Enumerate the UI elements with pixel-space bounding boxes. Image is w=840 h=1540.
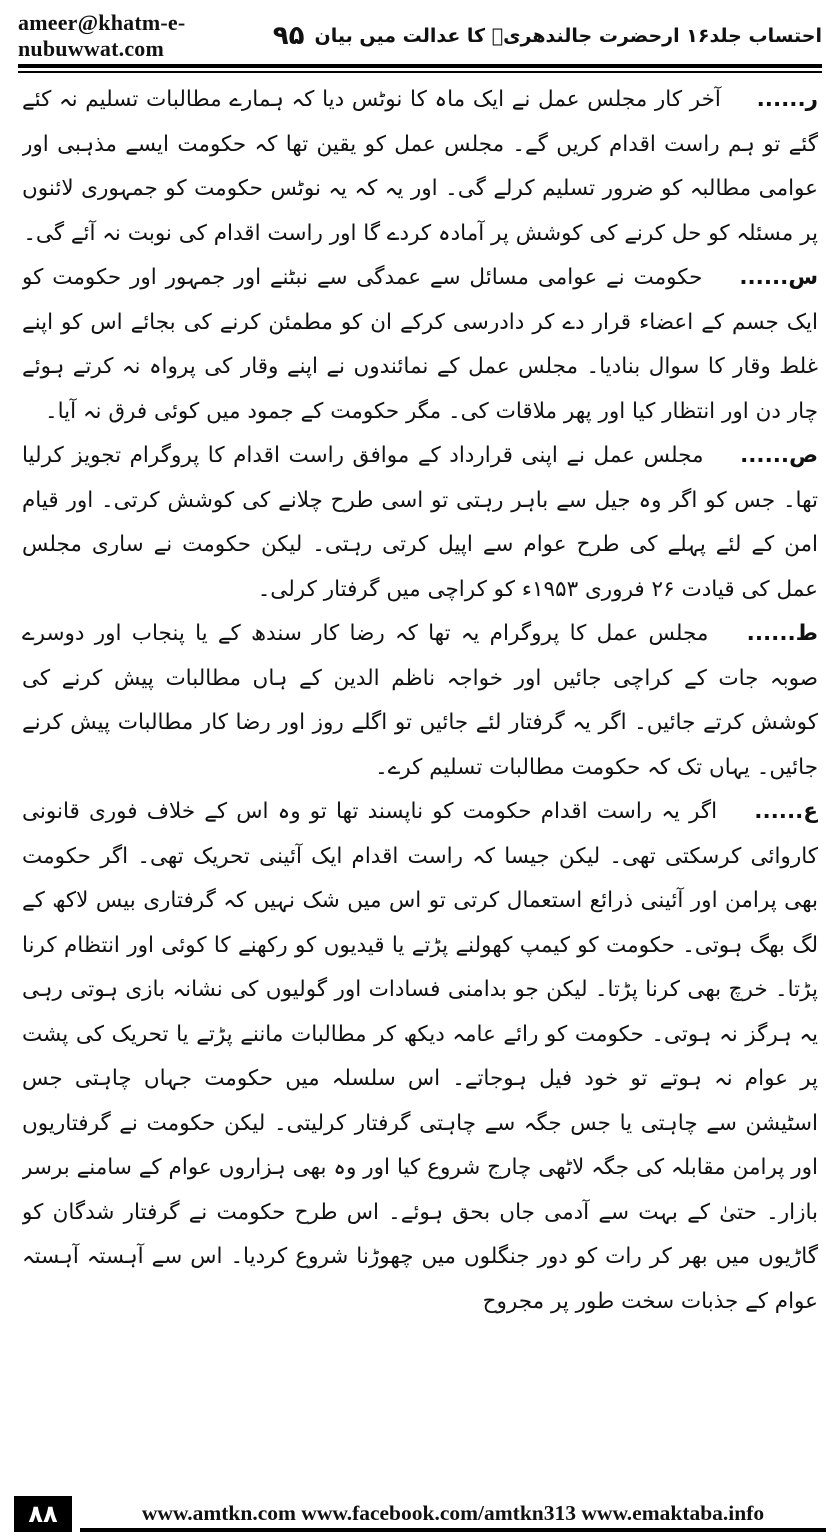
paragraph-marker: ص...... xyxy=(740,443,818,468)
page-header xyxy=(18,10,822,61)
paragraph-ain xyxy=(22,790,818,1324)
paragraph-s xyxy=(22,256,818,434)
paragraph-text: مجلس عمل نے اپنی قرارداد کے موافق راست اقدام کا پروگرام تجویز کرلیا تھا۔ جس کو اگر وہ جیل سے باہر رہتی تو اسی طرح چلانے کی کوشش کرتی۔ اور قیام امن کے لئے پہلے کی طرح عوام سے اپیل کرتی رہتی۔ لیکن حکومت نے ساری مجلس عمل کی قیادت ۲۶ فروری ۱۹۵۳ء کو کراچی میں گرفتار کرلی۔ xyxy=(22,443,818,602)
header-rule-thin xyxy=(18,71,822,73)
paragraph-text: مجلس عمل کا پروگرام یہ تھا کہ رضا کار سندھ کے یا پنجاب اور دوسرے صوبہ جات کے کراچی جائیں اور خواجہ ناظم الدین کے ہاں مطالبات پیش کرنے کی کوشش کرتے جائیں۔ اگر یہ گرفتار لئے جائیں تو اگلے روز اور رضا کار مطالبات پیش کرنے جائیں۔ یہاں تک کہ حکومت مطالبات تسلیم کرے۔ xyxy=(22,621,818,780)
footer-links-text[interactable]: www.amtkn.com www.facebook.com/amtkn313 www.emaktaba.info xyxy=(141,1501,765,1525)
header-email[interactable]: ameer@khatm-e-nubuwwat.com xyxy=(18,10,186,61)
paragraph-text: حکومت نے عوامی مسائل سے عمدگی سے نبٹنے اور جمہور اور حکومت کو ایک جسم کے اعضاء قرار دے کر دادرسی کرکے ان کو مطمئن کرنے کی بجائے اس کو اپنے غلط وقار کا سوال بنادیا۔ مجلس عمل کے نمائندوں نے اپنے وقار کی پرواہ نہ کرتے ہوئے چار دن اور انتظار کیا اور پھر ملاقات کی۔ مگر حکومت کے جمود میں کوئی فرق نہ آیا۔ xyxy=(22,265,818,424)
footer-rule xyxy=(80,1528,826,1532)
paragraph-text: اگر یہ راست اقدام حکومت کو ناپسند تھا تو وہ اس کے خلاف فوری قانونی کاروائی کرسکتی تھی۔ لیکن جیسا کہ راست اقدام ایک آئینی تحریک تھی۔ اگر حکومت بھی پرامن اور آئینی ذرائع استعمال کرتی تو اس میں شک نہیں کہ گرفتاری بیس لاکھ کے لگ بھگ ہوتی۔ حکومت کو کیمپ کھولنے پڑتے یا قیدیوں کو رکھنے کا کوئی اور انتظام کرنا پڑتا۔ خرچ بھی کرنا پڑتا۔ لیکن جو بدامنی فسادات اور گولیوں کی نشانہ بازی ہوتی رہی یہ ہرگز نہ ہوتی۔ حکومت کو رائے عامہ دیکھ کر مطالبات ماننے پڑتے یا تحریک کی پشت پر عوام نہ ہوتے تو خود فیل ہوجاتے۔ اس سلسلہ میں حکومت جہاں چاہتی جس اسٹیشن سے چاہتی یا جس جگہ سے چاہتی گرفتار کرلیتی۔ لیکن حکومت نے گرفتاریوں اور پرامن مقابلہ کی جگہ لاٹھی چارج شروع کیا اور وہ بھی ہزاروں عوام کے سامنے برسر بازار۔ حتیٰ کے بہت سے آدمی جاں بحق ہوئے۔ اس طرح حکومت نے گرفتار شدگان کو گاڑیوں میں بھر کر رات کو دور جنگلوں میں چھوڑنا شروع کردیا۔ اس سے آہستہ آہستہ عوام کے جذبات سخت طور پر مجروح xyxy=(22,799,818,1314)
header-left xyxy=(18,10,315,62)
paragraph-marker: ع...... xyxy=(754,799,818,824)
header-rule-thick xyxy=(18,64,822,68)
paragraph-sad xyxy=(22,434,818,612)
page-footer xyxy=(14,1496,826,1532)
paragraph-toe xyxy=(22,612,818,790)
footer-links xyxy=(80,1496,826,1532)
paragraph-marker: ط...... xyxy=(746,621,818,646)
footer-page-number: ۸۸ xyxy=(14,1496,72,1532)
paragraph-marker: ر...... xyxy=(756,87,818,112)
header-page-number: ۹۵ xyxy=(272,21,305,51)
page-body xyxy=(22,78,818,1418)
paragraph-r xyxy=(22,78,818,256)
header-title: احتساب جلد۱۶ ارحضرت جالندھریؒ کا عدالت میں بیان xyxy=(314,25,822,47)
paragraph-marker: س...... xyxy=(739,265,818,290)
paragraph-text: آخر کار مجلس عمل نے ایک ماہ کا نوٹس دیا کہ ہمارے مطالبات تسلیم نہ کئے گئے تو ہم راست اقدام کریں گے۔ مجلس عمل کو یقین تھا کہ حکومت ایسے مذہبی اور عوامی مطالبہ کو ضرور تسلیم کرلے گی۔ اور یہ کہ یہ نوٹس حکومت کو جمہوری لائنوں پر مسئلہ کو حل کرنے کی کوشش پر آمادہ کردے گا اور راست اقدام کی نوبت نہ آئے گی۔ xyxy=(22,87,818,246)
